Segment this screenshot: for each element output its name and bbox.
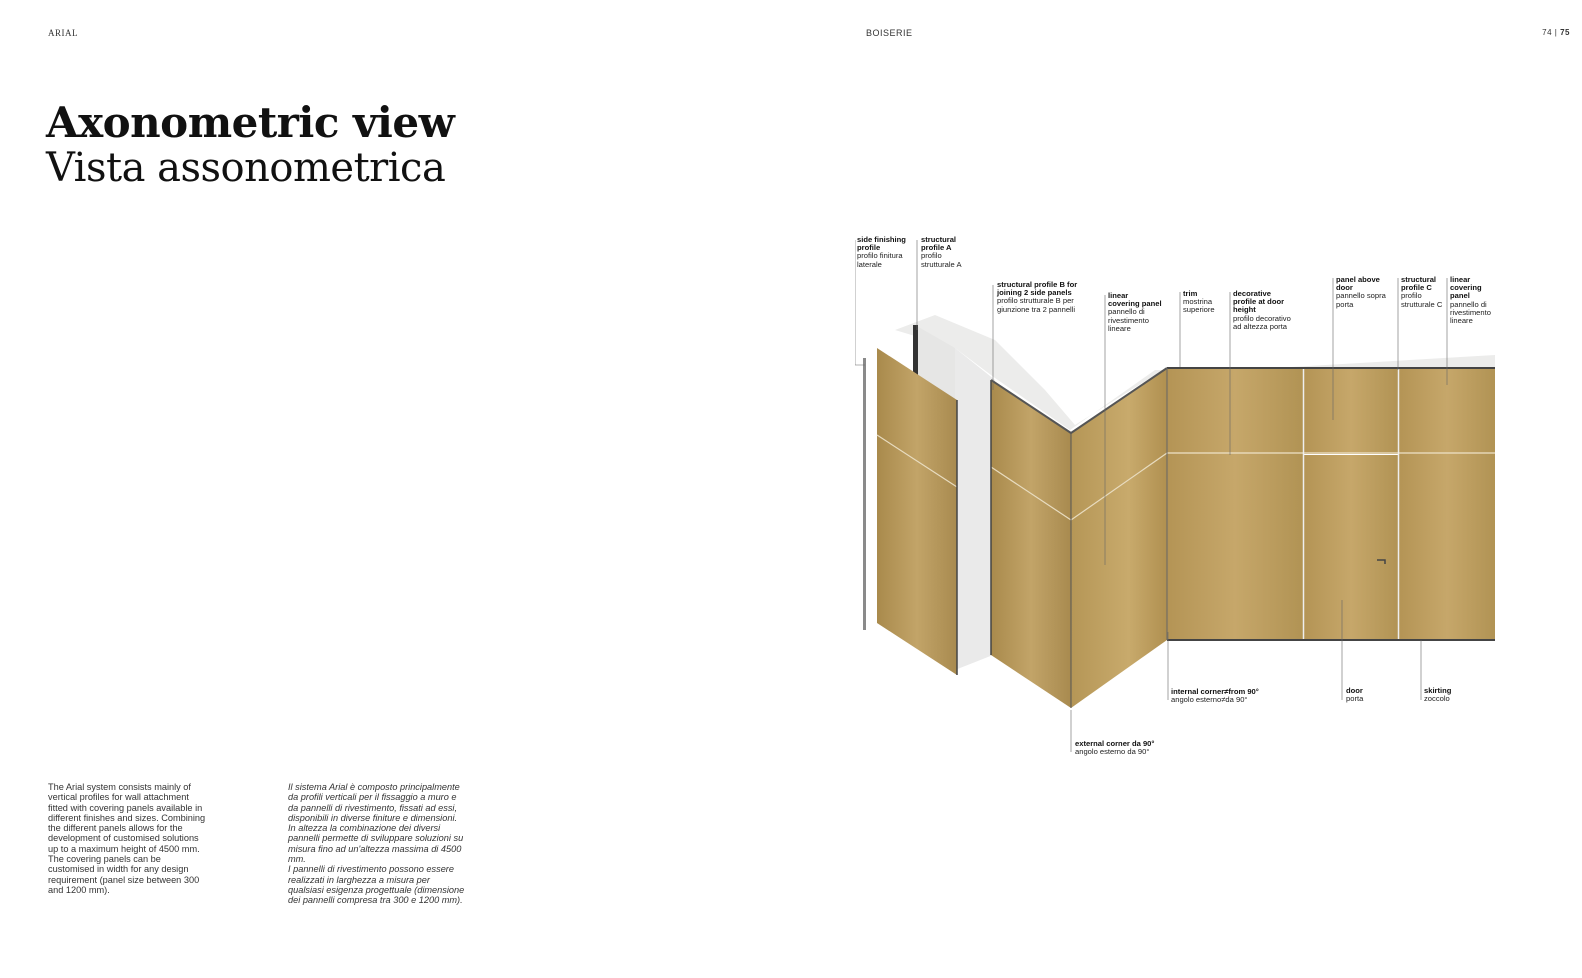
page-number-right: 75 <box>1560 28 1570 37</box>
label-skirting: skirting zoccolo <box>1424 686 1452 704</box>
body-it-paragraph-1: Il sistema Arial è composto principalmente da profili verticali per il fissaggio a muro e da pannelli di rivestimento, fissati ad essi, disponibili in diverse finiture e dimensioni. <box>288 782 460 823</box>
panel-above-door <box>1304 368 1398 454</box>
axonometric-figure <box>855 230 1515 770</box>
header-brand: ARIAL <box>48 28 78 38</box>
page-numbers: 74 | 75 <box>1542 28 1570 37</box>
page-title <box>46 100 454 190</box>
title-italian: Vista assonometrica <box>46 145 446 191</box>
label-internal-corner: internal corner≠from 90° angolo esterno≠da 90° <box>1171 687 1259 705</box>
corner-left-face <box>991 380 1071 708</box>
door <box>1304 455 1398 640</box>
body-text-english <box>48 782 208 895</box>
body-it-paragraph-3: I pannelli di rivestimento possono essere realizzati in larghezza a misura per qualsiasi esigenza progettuale (dimensione dei pannelli compresa tra 300 e 1200 mm). <box>288 864 465 906</box>
left-panel <box>877 348 957 675</box>
label-linear-panel-2: linear covering panel pannello di rivestimento lineare <box>1450 275 1491 326</box>
flat-panel-3 <box>1399 368 1495 640</box>
wall-block <box>955 348 995 670</box>
structural-profile-a <box>913 325 918 375</box>
label-door: door porta <box>1346 686 1364 704</box>
body-text-italian <box>288 782 468 906</box>
label-side-finishing: side finishing profile profilo finitura laterale <box>857 235 906 269</box>
label-decorative-profile: decorative profile at door height profilo decorativo ad altezza porta <box>1233 289 1291 331</box>
header-section: BOISERIE <box>866 28 913 38</box>
page-number-left: 74 <box>1542 28 1553 37</box>
body-it-paragraph-2: In altezza la combinazione dei diversi pannelli permette di sviluppare soluzioni su misura fino ad un'altezza massima di 4500 mm. <box>288 823 464 865</box>
label-linear-panel-1: linear covering panel pannello di rivestimento lineare <box>1108 291 1162 333</box>
side-finishing-profile <box>863 358 866 630</box>
title-english: Axonometric view <box>46 98 455 147</box>
body-en-paragraph: The Arial system consists mainly of vertical profiles for wall attachment fitted with covering panels available in different finishes and sizes. Combining the different panels allows for the development of customised solutions up to a maximum height of 4500 mm. The covering panels can be customised in width for any design requirement (panel size between 300 and 1200 mm). <box>48 782 206 895</box>
label-trim: trim mostrina superiore <box>1183 289 1215 315</box>
label-external-corner: external corner da 90° angolo esterno da 90° <box>1075 739 1155 757</box>
flat-panel-1 <box>1167 368 1303 640</box>
label-structural-a: structural profile A profilo strutturale A <box>921 235 962 269</box>
label-structural-b: structural profile B for joining 2 side panels profilo strutturale B per giunzione tra 2 pannelli <box>997 280 1078 314</box>
label-structural-c: structural profile C profilo strutturale C <box>1401 275 1443 309</box>
label-panel-above-door: panel above door pannello sopra porta <box>1336 275 1386 309</box>
